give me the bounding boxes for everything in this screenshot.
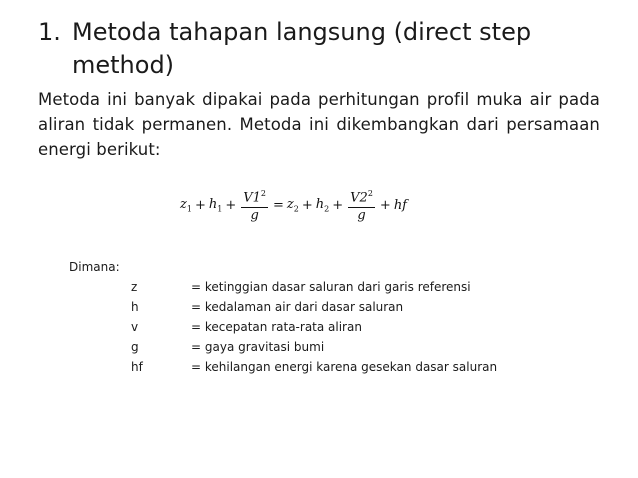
fraction-numerator: $V2^2$ — [348, 186, 375, 208]
legend-row — [69, 317, 497, 337]
legend-symbol: z — [131, 280, 138, 294]
legend-description: = ketinggian dasar saluran dari garis referensi — [191, 280, 471, 294]
legend-row — [69, 277, 497, 297]
heading-number: 1. — [38, 18, 61, 46]
legend-row — [69, 297, 497, 317]
term-z1: $z_1$ — [180, 196, 192, 214]
legend-label: Dimana: — [69, 260, 120, 274]
legend-symbol: v — [131, 320, 139, 334]
op-plus-3: + — [301, 197, 313, 213]
fraction-v1-over-g — [241, 186, 268, 224]
term-z2: $z_2$ — [286, 196, 299, 214]
legend-description: = gaya gravitasi bumi — [191, 340, 325, 354]
slide-heading — [38, 16, 598, 82]
fraction-numerator: $V1^2$ — [241, 186, 268, 208]
term-h2: $h_2$ — [315, 196, 330, 214]
legend-row — [69, 337, 497, 357]
term-hf: hf — [393, 197, 407, 213]
legend-symbol: h — [131, 300, 139, 314]
legend-description: = kedalaman air dari dasar saluran — [191, 300, 404, 314]
energy-equation — [180, 180, 407, 230]
legend-symbol: hf — [131, 360, 143, 374]
op-plus-5: + — [379, 197, 391, 213]
legend-description: = kecepatan rata-rata aliran — [191, 320, 362, 334]
legend-row — [69, 357, 497, 377]
fraction-denominator: g — [250, 208, 259, 224]
legend-description: = kehilangan energi karena gesekan dasar saluran — [191, 360, 498, 374]
fraction-v2-over-g — [348, 186, 375, 224]
op-plus-2: + — [225, 197, 237, 213]
op-plus-4: + — [332, 197, 344, 213]
variable-legend — [69, 257, 497, 377]
intro-paragraph: Metoda ini banyak dipakai pada perhitungan profil muka air pada aliran tidak permanen. Metoda ini dikembangkan dari persamaan energi berikut: — [38, 90, 600, 159]
legend-symbol: g — [131, 340, 139, 354]
heading-text: Metoda tahapan langsung (direct step method) — [72, 18, 532, 79]
term-h1: $h_1$ — [208, 196, 223, 214]
op-equals: = — [273, 197, 284, 213]
fraction-denominator: g — [357, 208, 366, 224]
op-plus-1: + — [194, 197, 206, 213]
